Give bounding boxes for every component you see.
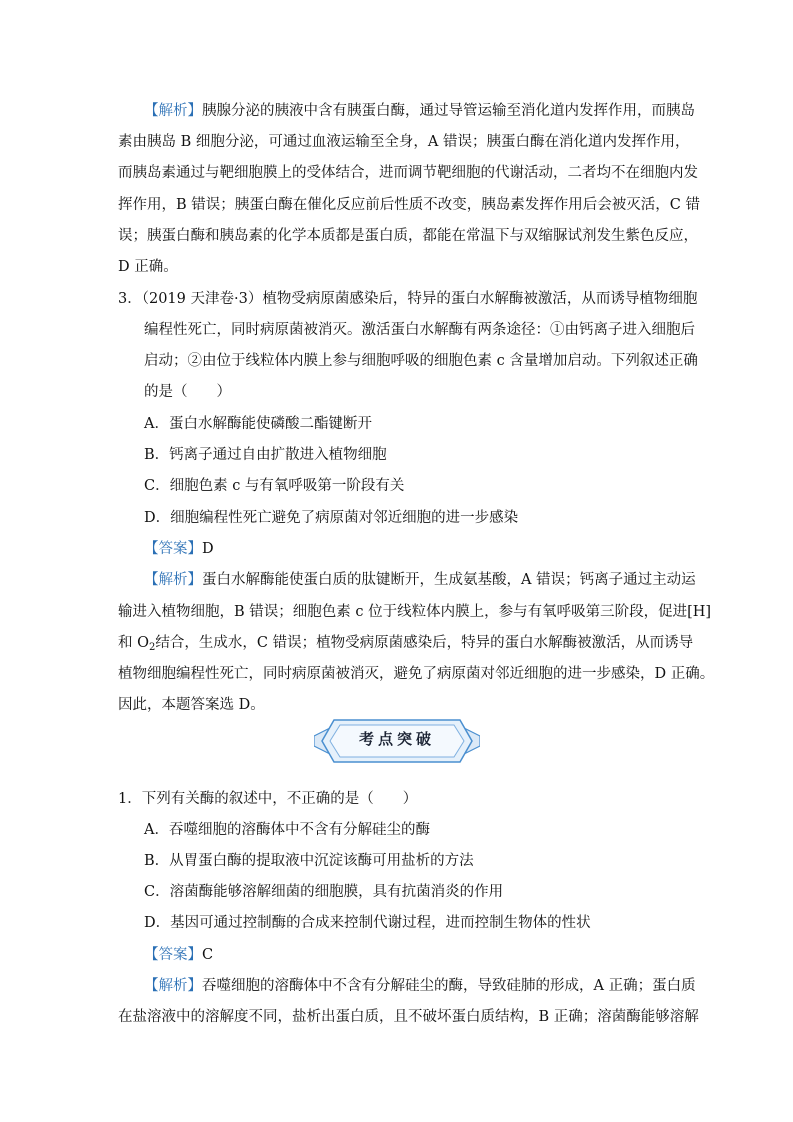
analysis-tag: 【解析】 [144,978,202,994]
section-banner [314,716,480,766]
answer-tag: 【答案】 [144,541,202,557]
question-1-analysis: 在盐溶液中的溶解度不同，盐析出蛋白质，且不破坏蛋白质结构，B 正确；溶菌酶能够溶解 [118,1009,699,1025]
analysis-line: 挥作用，B 错误；胰蛋白酶在催化反应前后性质不改变，胰岛素发挥作用后会被灭活，C 错 [118,197,700,213]
question-3-analysis: 输进入植物细胞，B 错误；细胞色素 c 位于线粒体内膜上，参与有氧呼吸第三阶段，促进[H] [118,604,712,620]
question-3-analysis: 和 $O_2$结合，生成水，C 错误；植物受病原菌感染后，特异的蛋白水解酶被激活，从而诱导 [118,635,694,653]
question-1-option-d: D．基因可通过控制酶的合成来控制代谢过程，进而控制生物体的性状 [144,915,591,931]
answer-tag: 【答案】 [144,947,202,963]
question-3-stem: 启动；②由位于线粒体内膜上参与细胞呼吸的细胞色素 c 含量增加启动。下列叙述正确 [144,353,698,369]
analysis-line: 素由胰岛 B 细胞分泌，可通过血液运输至全身，A 错误；胰蛋白酶在消化道内发挥作用， [118,134,690,150]
analysis-line: 【解析】胰腺分泌的胰液中含有胰蛋白酶，通过导管运输至消化道内发挥作用，而胰岛 [144,103,695,119]
question-3-option-b: B．钙离子通过自由扩散进入植物细胞 [144,447,387,463]
question-3-answer: 【答案】D [144,541,214,557]
question-1-analysis: 【解析】吞噬细胞的溶酶体中不含有分解硅尘的酶，导致硅肺的形成，A 正确；蛋白质 [144,978,696,994]
question-3-stem: 编程性死亡，同时病原菌被消灭。激活蛋白水解酶有两条途径：①由钙离子进入细胞后 [144,322,695,338]
question-1-option-a: A．吞噬细胞的溶酶体中不含有分解硅尘的酶 [144,822,430,838]
analysis-tag: 【解析】 [144,103,202,119]
question-3-stem: 的是（ ） [144,384,231,400]
analysis-tag: 【解析】 [144,572,202,588]
analysis-line: 而胰岛素通过与靶细胞膜上的受体结合，进而调节靶细胞的代谢活动，二者均不在细胞内发 [118,165,698,181]
question-3-analysis: 植物细胞编程性死亡，同时病原菌被消灭，避免了病原菌对邻近细胞的进一步感染，D 正确。 [118,666,715,682]
analysis-line: D 正确。 [118,259,178,275]
question-1-stem: 1．下列有关酶的叙述中，不正确的是（ ） [118,791,418,807]
question-3-stem: 3．（2019 天津卷·3）植物受病原菌感染后，特异的蛋白水解酶被激活，从而诱导植物细胞 [118,291,698,307]
question-3-option-d: D．细胞编程性死亡避免了病原菌对邻近细胞的进一步感染 [144,510,519,526]
question-3-analysis: 因此，本题答案选 D。 [118,697,265,713]
analysis-line: 误；胰蛋白酶和胰岛素的化学本质都是蛋白质，都能在常温下与双缩脲试剂发生紫色反应， [118,228,698,244]
question-1-answer: 【答案】C [144,947,214,963]
question-1-option-b: B．从胃蛋白酶的提取液中沉淀该酶可用盐析的方法 [144,853,474,869]
question-1-option-c: C．溶菌酶能够溶解细菌的细胞膜，具有抗菌消炎的作用 [144,884,504,900]
banner-title: 考点突破 [358,730,435,748]
question-3-analysis: 【解析】蛋白水解酶能使蛋白质的肽键断开，生成氨基酸，A 错误；钙离子通过主动运 [144,572,696,588]
question-3-option-a: A．蛋白水解酶能使磷酸二酯键断开 [144,416,372,432]
question-3-option-c: C．细胞色素 c 与有氧呼吸第一阶段有关 [144,478,405,494]
